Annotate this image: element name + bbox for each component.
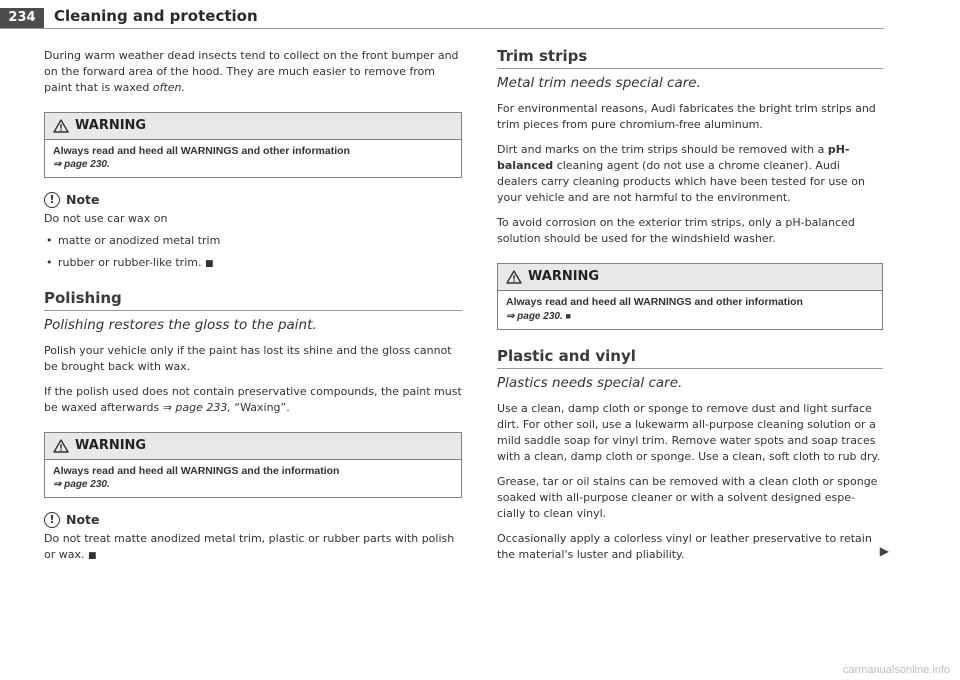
paragraph: Use a clean, damp cloth or sponge to remove dust and light surface dirt. For other soil, use a lukewarm all-purpose cleaning solution or a mild saddle soap for vinyl trim. Remove water spots and soap traces with a clean, damp cloth or sponge. Use a clean, soft cloth to rub dry.: [497, 402, 880, 463]
note-header: ! Note: [44, 512, 462, 528]
section-heading-trim-strips: Trim strips: [497, 48, 883, 69]
paragraph: Polish your vehicle only if the paint has lost its shine and the gloss cannot be brought back with wax.: [44, 344, 452, 373]
warning-icon: [53, 119, 69, 133]
right-column: [497, 47, 889, 572]
warning-box: [44, 112, 462, 178]
paragraph: Dirt and marks on the trim strips should be removed with a pH-balanced cleaning agent (do not use a chrome cleaner). Audi dealers carry cleaning products which have been tested for use on your vehicle and are not harmful to the environment.: [497, 143, 866, 204]
warning-body: Always read and heed all WARNINGS and other information ⇒ page 230. ■: [498, 291, 882, 329]
page-reference-link[interactable]: ⇒ page 230.: [53, 159, 110, 170]
end-mark-icon: ■: [565, 311, 571, 321]
warning-icon: [506, 270, 522, 284]
note-text: Do not treat matte anodized metal trim, plastic or rubber parts with polish or wax. ■: [44, 532, 455, 561]
chapter-title: Cleaning and protection: [54, 7, 258, 25]
end-mark-icon: ■: [88, 551, 97, 561]
paragraph: Grease, tar or oil stains can be removed with a clean cloth or sponge soaked with all-purpose cleaner or with a solvent designed espe-cially to clean vinyl.: [497, 475, 878, 520]
subheading: Metal trim needs special care.: [497, 75, 701, 91]
section-heading-polishing: Polishing: [44, 290, 462, 311]
continue-arrow-icon: ▶: [879, 544, 889, 558]
subheading: Polishing restores the gloss to the paint.: [44, 317, 317, 333]
warning-label: WARNING: [75, 118, 147, 133]
paragraph: For environmental reasons, Audi fabricates the bright trim strips and trim pieces from pure chromium-free aluminum.: [497, 102, 876, 131]
warning-label: WARNING: [528, 269, 600, 284]
warning-header: [45, 433, 461, 460]
paragraph: Occasionally apply a colorless vinyl or leather preservative to retain the material's luster and pliability. ▶: [497, 532, 889, 561]
warning-label: WARNING: [75, 438, 147, 453]
list-item: • rubber or rubber-like trim. ■: [44, 255, 462, 272]
warning-icon: [53, 439, 69, 453]
list-item: • matte or anodized metal trim: [44, 233, 462, 249]
header-rule: [0, 28, 884, 29]
paragraph: To avoid corrosion on the exterior trim strips, only a pH-balanced solution should be used for the windshield washer.: [497, 216, 855, 245]
note-text: Do not use car wax on: [44, 212, 168, 225]
note-header: ! Note: [44, 192, 462, 208]
subheading: Plastics needs special care.: [497, 375, 683, 391]
note-bullet-list: [44, 233, 462, 272]
page-reference-link[interactable]: ⇒ page 230. ■: [506, 311, 571, 322]
left-column: [44, 48, 462, 573]
note-icon: !: [44, 512, 60, 528]
page-reference-link[interactable]: ⇒ page 233,: [162, 401, 231, 414]
intro-paragraph: During warm weather dead insects tend to collect on the front bumper and on the forward area of the hood. They are much easier to remove from paint that is waxed often.: [44, 49, 459, 94]
warning-header: [45, 113, 461, 140]
warning-box: [497, 263, 883, 330]
warning-body: Always read and heed all WARNINGS and other information ⇒ page 230.: [45, 140, 461, 177]
page-reference-link[interactable]: ⇒ page 230.: [53, 479, 110, 490]
warning-body: Always read and heed all WARNINGS and the information ⇒ page 230.: [45, 460, 461, 497]
warning-header: [498, 264, 882, 291]
section-heading-plastic-vinyl: Plastic and vinyl: [497, 348, 883, 369]
note-icon: !: [44, 192, 60, 208]
page-number: 234: [0, 8, 44, 28]
paragraph: If the polish used does not contain preservative compounds, the paint must be waxed afterwards ⇒ page 233, “Waxing”.: [44, 385, 462, 414]
page-header: [0, 0, 960, 32]
watermark: carmanualsonline.info: [842, 664, 950, 676]
warning-box: [44, 432, 462, 498]
end-mark-icon: ■: [204, 259, 214, 269]
